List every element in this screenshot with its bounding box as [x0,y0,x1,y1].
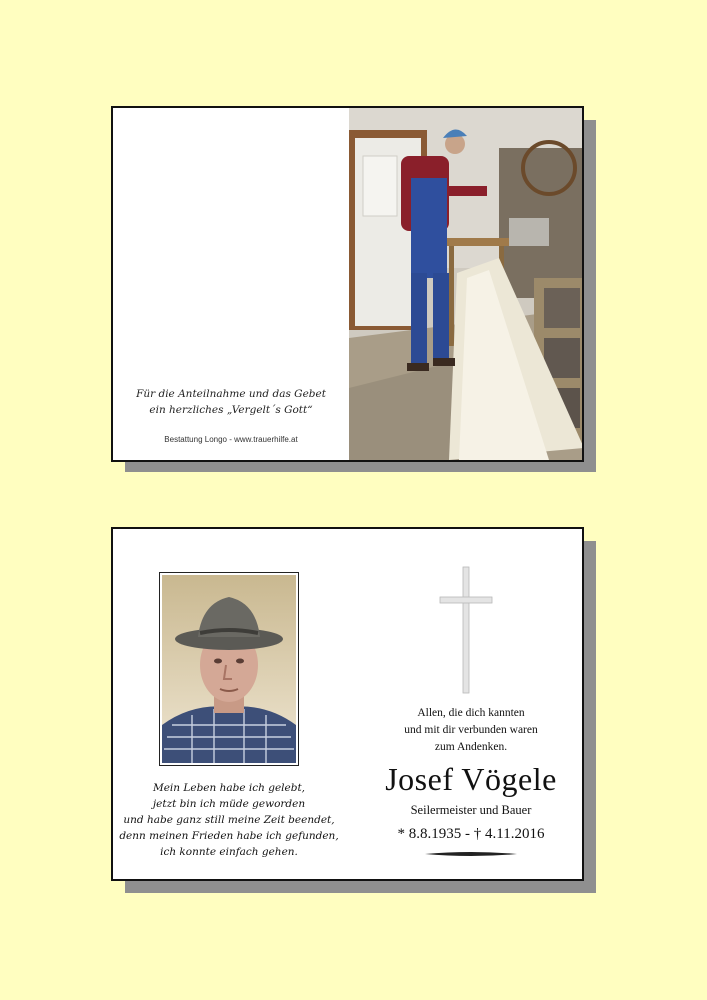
funeral-home-credit: Bestattung Longo - www.trauerhilfe.at [164,435,298,444]
portrait-photo-frame [159,572,299,766]
thanks-line-2: ein herzliches „Vergelt´s Gott“ [149,404,313,416]
thanks-text [113,386,349,418]
ropemaker-workshop-photo [349,108,584,460]
cross-icon [436,565,496,695]
ornament-divider-icon [423,849,519,859]
deceased-name: Josef Vögele [385,761,557,797]
thanks-line-1: Für die Anteilnahme und das Gebet [136,388,326,400]
dedication-line: und mit dir verbunden waren [404,724,538,736]
profession: Seilermeister und Bauer [410,803,532,817]
poem-line: jetzt bin ich müde geworden [152,798,306,810]
life-dates: * 8.8.1935 - † 4.11.2016 [397,826,545,842]
top-card [111,106,584,462]
dedication-line: Allen, die dich kannten [417,707,525,719]
poem-line: Mein Leben habe ich gelebt, [152,782,306,794]
dedication-line: zum Andenken. [434,741,508,753]
dedication-text [366,705,576,756]
poem-line: und habe ganz still meine Zeit beendet, [123,814,335,826]
poem [113,780,345,860]
poem-line: ich konnte einfach gehen. [160,846,298,858]
portrait-photo [162,575,296,763]
poem-line: denn meinen Frieden habe ich gefunden, [119,830,339,842]
bottom-card [111,527,584,881]
